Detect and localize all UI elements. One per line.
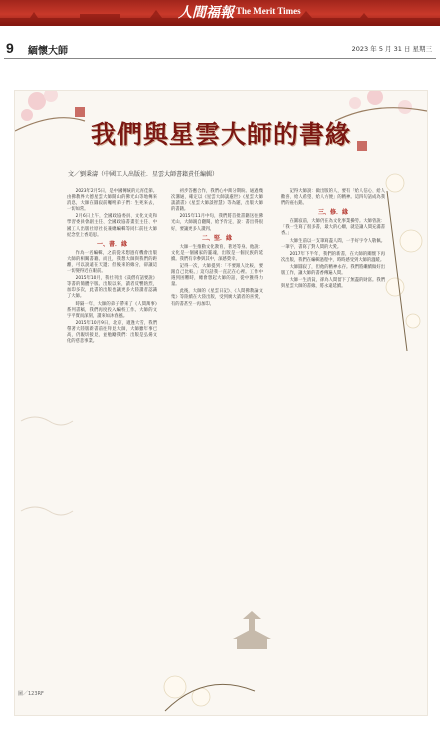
paragraph: 大師一生清貧，卻為人間留下了無盡的財富。我們與星雲大師的書緣，將永遠延續。 xyxy=(281,278,385,290)
paragraph: 大師一生推動文化教育，著述等身。他說：文化是一個國家的靈魂，出版是一個民族的延續。我們有幸參與其中，深感榮幸。 xyxy=(171,244,263,262)
issue-date: 2023 年 5 月 31 日 星期三 xyxy=(351,45,432,53)
paragraph: 作為一名編輯，之前從未想過有機會出版大師的相關書籍。而且，我想大師與我們的距離，可以說遠在天邊；但後來的緣分，卻讓這一切變得近在眼前。 xyxy=(67,250,157,275)
body-column-1 xyxy=(67,189,157,346)
article-panel xyxy=(14,90,428,716)
paragraph: 時隔一年，大師的弟子帶來了《人間萬事》系列書稿，我們再度投入編校工作。大師的文字平實而深刻，讀來如沐春風。 xyxy=(67,301,157,319)
paragraph: 在圓寂前，大師仍在為文化事業操勞。大師曾說：「我一生寫了很多書，最大的心願，就是讓人間充滿書香。」 xyxy=(281,219,385,237)
masthead-banner xyxy=(0,0,440,26)
article-title: 我們與星雲大師的書緣 xyxy=(90,120,351,149)
page-header xyxy=(0,40,440,58)
paragraph: 2023年2月5日，是中國傳統的元宵佳節。由佛教界大德星雲大師開山的佛光山等地傳來消息，大師在圓寂前囑咐弟子們：生死來去，一切如常。 xyxy=(67,189,157,213)
paragraph: 2017年下半年，我們的新書，在大師的關懷下再次出版，我們在編輯過程中，時時感受到大師的溫暖。 xyxy=(281,251,385,263)
paragraph: 2015年11月中旬，我們將首批書籍送往佛光山，大師親自翻閱，給予肯定，說：書出得很好，要讓更多人讀到。 xyxy=(171,214,263,232)
page-number: 9 xyxy=(6,40,14,56)
body-column-2 xyxy=(171,189,263,309)
masthead-logo: 人間福報 xyxy=(178,5,234,21)
sub-heading: 二、堅．緣 xyxy=(201,234,232,242)
paragraph: 初步答應合作，我們心中萬分期盼。通過幾次溝通，確定以《星雲大師談處世》《星雲大師談讀書》《星雲大師談智慧》等為題，出版大師的書籍。 xyxy=(171,189,263,213)
section-title: 緬懷大師 xyxy=(28,46,68,57)
paragraph: 2015年10月9日，北京，適逢大雪，我們帶著大陸版新書前往拜見大師，大師雖年事已高，仍親切接見，並勉勵我們：出版是弘揚文化的慈悲事業。 xyxy=(67,320,157,345)
paragraph: 大師圓寂了，但他的精神永存。我們將繼續做好出版工作，讓大師的書香傳遍人間。 xyxy=(281,264,385,277)
article-body xyxy=(67,189,387,649)
header-divider xyxy=(4,58,436,59)
sub-heading: 一、書．緣 xyxy=(96,240,127,248)
article-byline: 文／劉秉濤（中國工人出版社．星雲大師書籍責任編輯） xyxy=(68,171,219,178)
paragraph: 2月6日上午，全國政協委員、文化文史和學習委員會副主任、全國政協書畫室主任、中國工人出版社原社長兼總編輯等同仁前往大師紀念堂上香追思。 xyxy=(67,214,157,238)
body-column-3 xyxy=(281,189,385,291)
masthead-english: The Merit Times xyxy=(236,6,301,16)
sub-heading: 三、修．緣 xyxy=(317,209,348,217)
photo-credit: 圖／123RF xyxy=(18,691,44,697)
paragraph: 記得一次，大師提到：「不要跟人比較，要跟自己比較。」這句話我一直記在心裡。工作中遇到困難時，總會想起大師的話，從中獲得力量。 xyxy=(171,263,263,288)
paragraph: 大師生前以一支筆寫盡人間，一手好字令人敬佩。一筆字，書寫了對人間的大愛。 xyxy=(281,238,385,250)
paragraph: 2015年10月，我社刊出《貧僧有話要說》等書的簡體字版。出版以來，讀者反響熱烈，加印多次，此書的出版也讓更多大陸讀者認識了大師。 xyxy=(67,276,157,300)
paragraph: 此後，大師的《星雲日記》、《人間佛教論文集》等陸續在大陸出版，受到廣大讀者的喜愛，有的書甚至一再加印。 xyxy=(171,289,263,307)
paragraph: 記得大師說：做出版的人，要有「給人信心、給人歡喜、給人希望、給人方便」的精神。這四句話成為我們的座右銘。 xyxy=(281,189,385,207)
